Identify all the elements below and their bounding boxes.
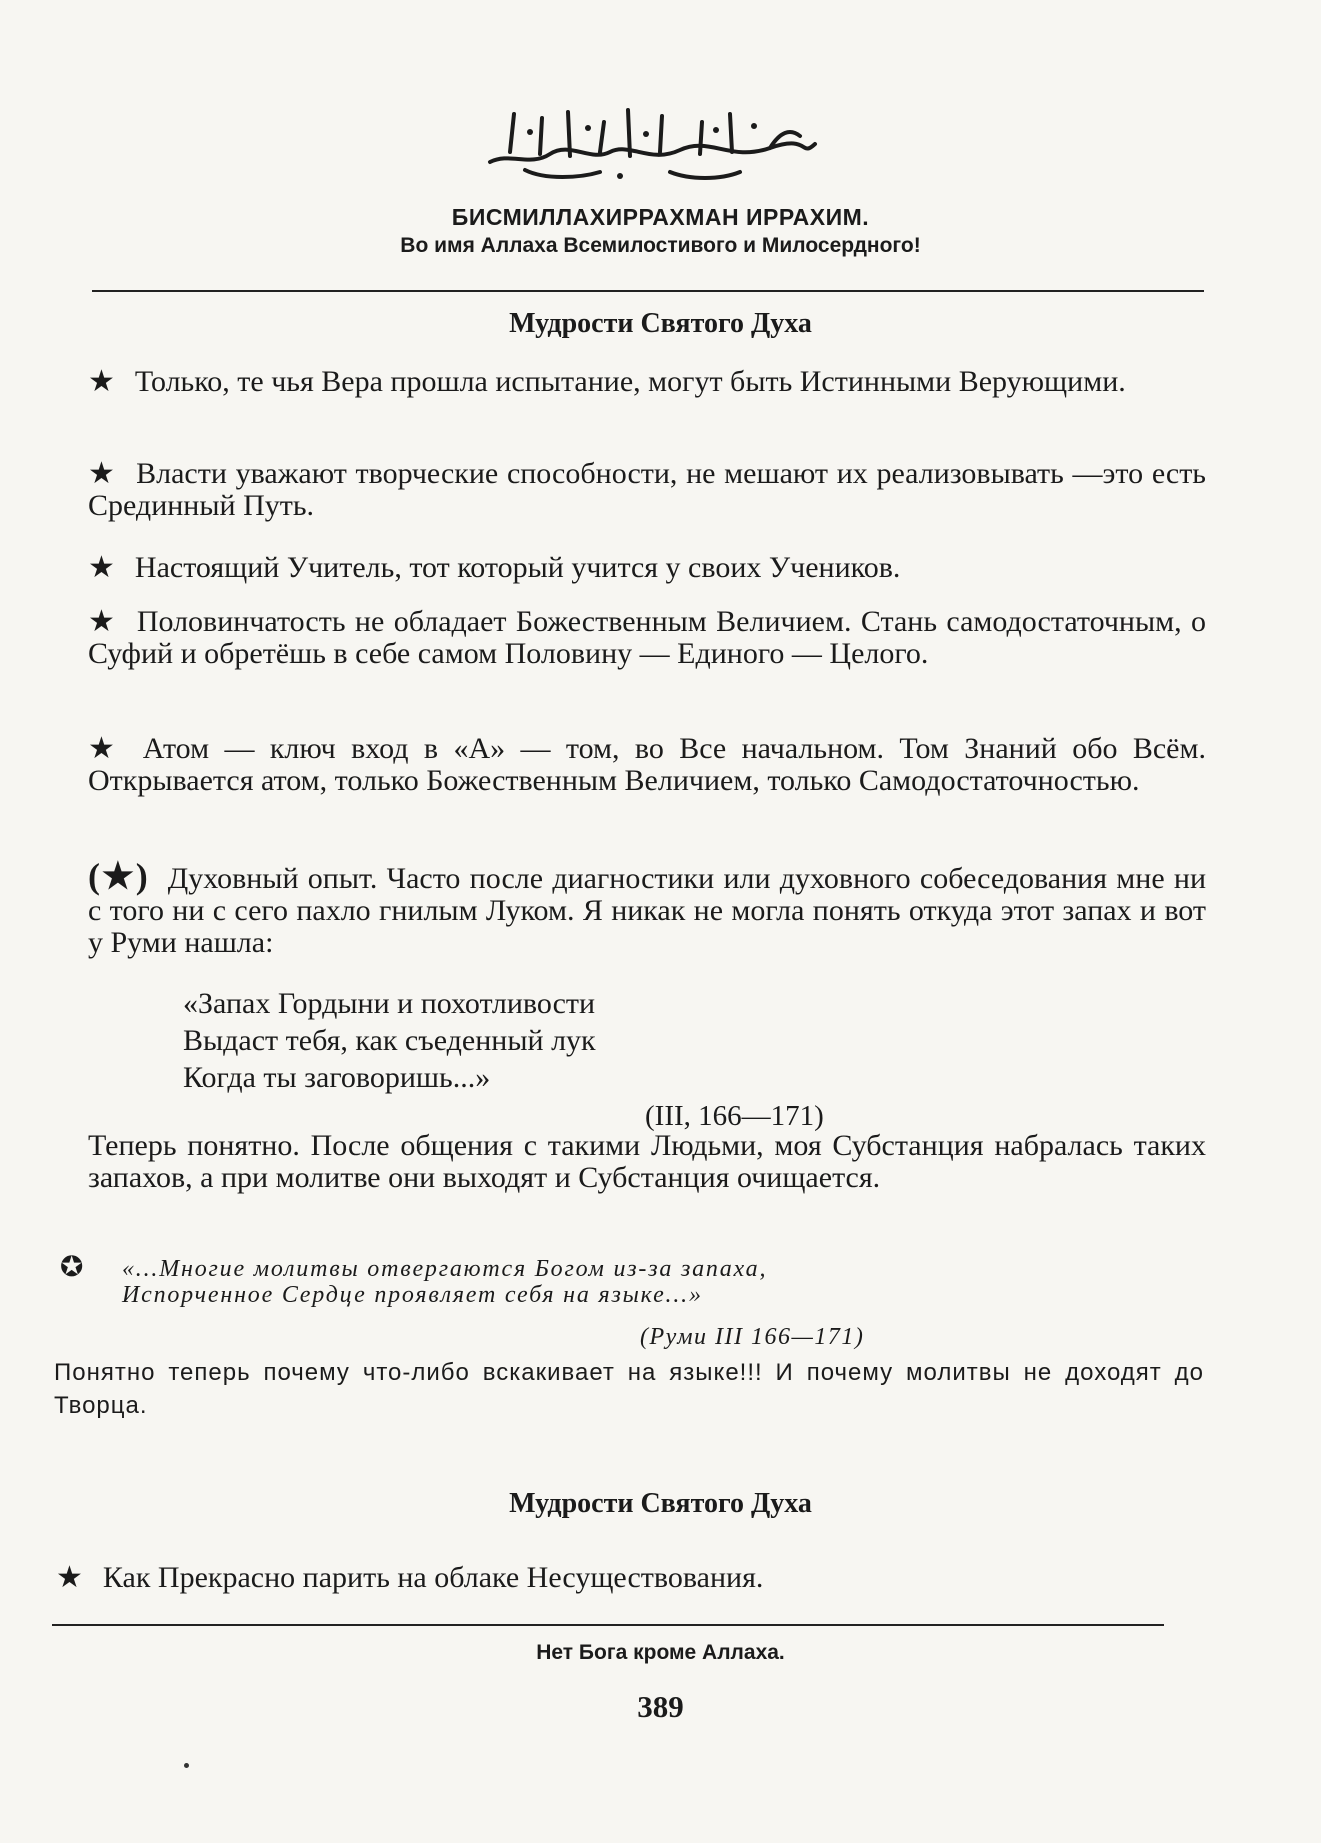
poem-line: «Запах Гордыни и похотливости: [183, 987, 596, 1020]
page-number: 389: [637, 1689, 684, 1724]
star-icon: ★: [88, 365, 115, 398]
footer-motto: Нет Бога кроме Аллаха.: [536, 1641, 785, 1664]
rumi-poem: [183, 985, 596, 1096]
experience-text: Духовный опыт. Часто после диагностики или духовного собеседования мне ни с того ни с сего пахло гнилым Луком. Я никак не могла понять откуда этот запах и вот у Руми нашла:: [88, 862, 1207, 959]
poem-line: Выдаст тебя, как съеденный лук: [183, 1024, 596, 1057]
rumi-quote: [122, 1256, 767, 1308]
wisdom-text: Настоящий Учитель, тот который учится у своих Учеников.: [134, 551, 901, 584]
wisdom-item: [88, 366, 1206, 398]
header-divider: [92, 290, 1204, 292]
quote-line: Испорченное Сердце проявляет себя на языке...»: [122, 1282, 703, 1308]
bismillah-calligraphy: [470, 92, 830, 184]
wisdom-text: Только, те чья Вера прошла испытание, могут быть Истинными Верующими.: [134, 365, 1126, 398]
wisdom-text: Половинчатость не обладает Божественным Величием. Стань самодостаточным, о Суфий и обретёшь в себе самом Половину — Единого — Целого.: [88, 605, 1207, 670]
circled-star-icon: (★): [88, 856, 148, 896]
wisdom-item: [56, 1560, 763, 1595]
outlined-star-icon: ✪: [60, 1250, 84, 1283]
star-icon: ★: [88, 457, 117, 490]
footer-divider: [52, 1624, 1164, 1626]
spiritual-experience-item: [88, 856, 1207, 959]
section-title: Мудрости Святого Духа: [509, 308, 812, 339]
explanation-paragraph: Теперь понятно. После общения с такими Людьми, моя Субстанция набралась таких запахов, а при молитве они выходят и Субстанция очищается.: [88, 1129, 1206, 1194]
wisdom-text: Как Прекрасно парить на облаке Несуществования.: [102, 1561, 764, 1594]
section-title: Мудрости Святого Духа: [509, 1488, 812, 1519]
conclusion-paragraph: Понятно теперь почему что-либо вскакивает на языке!!! И почему молитвы не доходят до Творца.: [54, 1359, 1204, 1419]
bismillah-transliteration: БИСМИЛЛАХИРРАХМАН ИРРАХИМ.: [451, 204, 870, 230]
wisdom-item: [88, 552, 1206, 584]
star-icon: ★: [88, 732, 123, 765]
calligraphy-image: [470, 92, 830, 184]
wisdom-item: [88, 606, 1206, 670]
star-icon: ★: [56, 1561, 83, 1594]
wisdom-text: Атом — ключ вход в «А» — том, во Все начальном. Том Знаний обо Всём. Открывается атом, только Божественным Величием, только Самодостаточностью.: [88, 732, 1206, 797]
bismillah-translation: Во имя Аллаха Всемилостивого и Милосердного!: [400, 234, 921, 257]
wisdom-item: [88, 458, 1206, 522]
star-icon: ★: [88, 551, 115, 584]
wisdom-text: Власти уважают творческие способности, не мешают их реализовывать —это есть Срединный Путь.: [88, 457, 1206, 522]
star-icon: ★: [88, 605, 117, 638]
quote-reference: (Руми III 166—171): [640, 1324, 865, 1350]
poem-line: Когда ты заговоришь...»: [183, 1061, 491, 1094]
quote-line: «...Многие молитвы отвергаются Богом из-за запаха,: [122, 1256, 768, 1282]
wisdom-item: [88, 733, 1206, 797]
scan-speck: [184, 1763, 189, 1768]
poem-reference: (III, 166—171): [645, 1100, 824, 1132]
